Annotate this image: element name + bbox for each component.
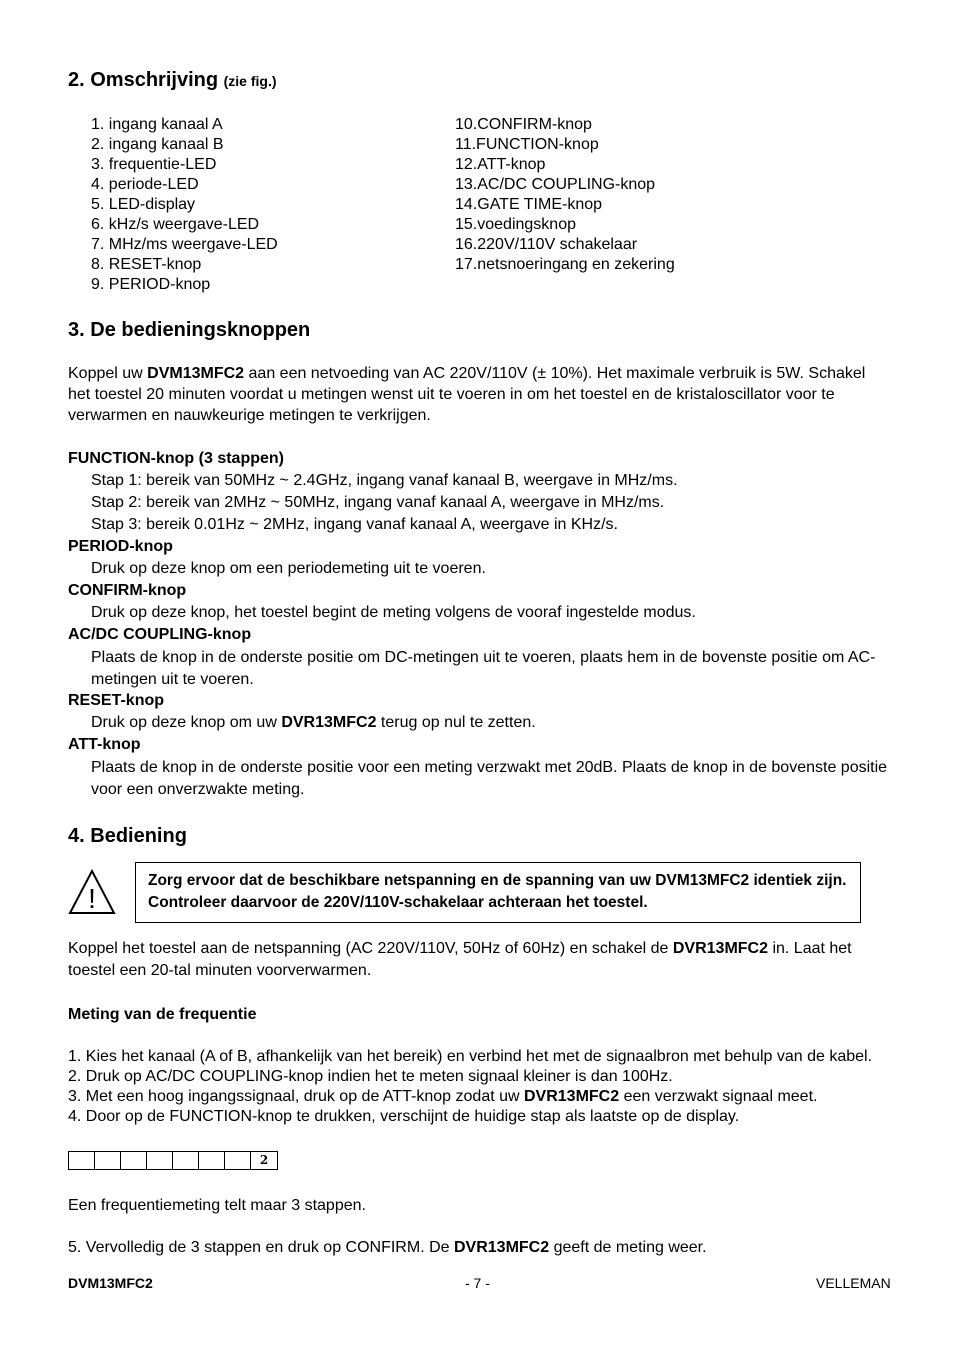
digit-cell bbox=[147, 1152, 173, 1169]
section-number: 4. bbox=[68, 825, 85, 847]
confirm-knop-label: CONFIRM-knop bbox=[68, 582, 187, 599]
operation-text: Koppel het toestel aan de netspanning (AC 220V/110V, 50Hz of 60Hz) en schakel de bbox=[68, 940, 673, 957]
digit-cell bbox=[225, 1152, 251, 1169]
operation-intro bbox=[68, 938, 892, 982]
function-step: Stap 3: bereik 0.01Hz ~ 2MHz, ingang vanaf kanaal A, weergave in KHz/s. bbox=[91, 516, 618, 533]
model-name: DVR13MFC2 bbox=[524, 1088, 620, 1105]
step-text: een verzwakt signaal meet. bbox=[619, 1088, 818, 1105]
footer-page-number: - 7 - bbox=[465, 1275, 490, 1291]
list-item: 14.GATE TIME-knop bbox=[455, 196, 603, 213]
intro-text: Koppel uw bbox=[68, 365, 148, 382]
step-item bbox=[68, 1238, 707, 1258]
model-name: DVR13MFC2 bbox=[281, 714, 377, 731]
att-knop-text: Plaats de knop in de onderste positie voor een meting verzwakt met 20dB. Plaats de knop in de bovenste positie voor een onverzwakte meting. bbox=[91, 759, 888, 798]
period-knop-label: PERIOD-knop bbox=[68, 538, 173, 555]
function-step: Stap 1: bereik van 50MHz ~ 2.4GHz, ingang vanaf kanaal B, weergave in MHz/ms. bbox=[91, 472, 678, 489]
list-item: 12.ATT-knop bbox=[455, 156, 546, 173]
intro-paragraph bbox=[68, 363, 892, 426]
parts-list-left bbox=[91, 115, 278, 295]
list-item: 11.FUNCTION-knop bbox=[455, 136, 599, 153]
intro-text: aan een netvoeding van AC 220V/110V (± 10%). Het maximale verbruik is 5W. Schakel het toestel 20 minuten voordat u metingen wenst uit te voeren in om het toestel en de kristaloscillator voor te verwarmen en nauwkeurige metingen te verkrijgen. bbox=[68, 365, 866, 424]
section-4-heading bbox=[68, 825, 187, 848]
frequency-heading: Meting van de frequentie bbox=[68, 1006, 257, 1023]
att-knop-label: ATT-knop bbox=[68, 736, 141, 753]
section-title: De bedieningsknoppen bbox=[90, 319, 311, 341]
step-text: 5. Vervolledig de 3 stappen en druk op CONFIRM. De bbox=[68, 1239, 454, 1256]
warning-box bbox=[135, 862, 861, 923]
confirm-knop-text: Druk op deze knop, het toestel begint de meting volgens de vooraf ingestelde modus. bbox=[91, 604, 696, 621]
warning-icon bbox=[68, 868, 116, 916]
section-number: 2. bbox=[68, 69, 85, 91]
digit-cell bbox=[173, 1152, 199, 1169]
reset-knop-label: RESET-knop bbox=[68, 692, 165, 709]
operation-text: in. Laat het toestel een 20-tal minuten voorverwarmen. bbox=[68, 940, 852, 979]
list-item: 1. ingang kanaal A bbox=[91, 116, 223, 133]
section-2-heading bbox=[68, 69, 277, 92]
period-knop-text: Druk op deze knop om een periodemeting uit te voeren. bbox=[91, 560, 486, 577]
step-text: geeft de meting weer. bbox=[549, 1239, 707, 1256]
reset-text: terug op nul te zetten. bbox=[376, 714, 536, 731]
reset-knop-text bbox=[91, 713, 536, 733]
reset-text: Druk op deze knop om uw bbox=[91, 714, 282, 731]
list-item: 6. kHz/s weergave-LED bbox=[91, 216, 260, 233]
list-item: 2. ingang kanaal B bbox=[91, 136, 224, 153]
digit-cell bbox=[69, 1152, 95, 1169]
list-item: 5. LED-display bbox=[91, 196, 196, 213]
warning-symbol: ! bbox=[88, 883, 96, 914]
frequency-note: Een frequentiemeting telt maar 3 stappen. bbox=[68, 1197, 366, 1214]
step-item: 2. Druk op AC/DC COUPLING-knop indien het te meten signaal kleiner is dan 100Hz. bbox=[68, 1068, 673, 1085]
section-3-heading bbox=[68, 319, 310, 342]
parts-list-right bbox=[455, 115, 675, 275]
footer-model: DVM13MFC2 bbox=[68, 1275, 153, 1291]
section-note: (zie fig.) bbox=[223, 73, 277, 89]
model-name: DVR13MFC2 bbox=[453, 1239, 550, 1256]
digit-cell: 2 bbox=[259, 1153, 269, 1167]
list-item: 17.netsnoeringang en zekering bbox=[455, 256, 675, 273]
list-item: 4. periode-LED bbox=[91, 176, 199, 193]
model-name: DVM13MFC2 bbox=[147, 365, 245, 382]
list-item: 16.220V/110V schakelaar bbox=[455, 236, 638, 253]
function-knop-label: FUNCTION-knop (3 stappen) bbox=[68, 450, 284, 467]
display-digits bbox=[68, 1151, 278, 1170]
step-text: 3. Met een hoog ingangssignaal, druk op de ATT-knop zodat uw bbox=[68, 1088, 524, 1105]
warning-text: Zorg ervoor dat de beschikbare netspanning en de spanning van uw DVM13MFC2 identiek zijn. Controleer daarvoor de 220V/110V-schakelaar achteraan het toestel. bbox=[148, 872, 847, 911]
digit-cell bbox=[199, 1152, 225, 1169]
section-number: 3. bbox=[68, 319, 85, 341]
step-item bbox=[68, 1087, 817, 1107]
list-item: 8. RESET-knop bbox=[91, 256, 202, 273]
function-step: Stap 2: bereik van 2MHz ~ 50MHz, ingang vanaf kanaal A, weergave in MHz/ms. bbox=[91, 494, 665, 511]
list-item: 7. MHz/ms weergave-LED bbox=[91, 236, 278, 253]
acdc-knop-text: Plaats de knop in de onderste positie om DC-metingen uit te voeren, plaats hem in de bovenste positie om AC-metingen uit te voeren. bbox=[91, 649, 876, 688]
list-item: 10.CONFIRM-knop bbox=[455, 116, 592, 133]
list-item: 13.AC/DC COUPLING-knop bbox=[455, 176, 656, 193]
digit-cell bbox=[95, 1152, 121, 1169]
step-item: 1. Kies het kanaal (A of B, afhankelijk van het bereik) en verbind het met de signaalbron met behulp van de kabel. bbox=[68, 1048, 873, 1065]
digit-cell bbox=[121, 1152, 147, 1169]
list-item: 3. frequentie-LED bbox=[91, 156, 217, 173]
section-title: Bediening bbox=[90, 825, 187, 847]
list-item: 9. PERIOD-knop bbox=[91, 276, 211, 293]
acdc-knop-label: AC/DC COUPLING-knop bbox=[68, 626, 252, 643]
step-item: 4. Door op de FUNCTION-knop te drukken, verschijnt de huidige stap als laatste op de display. bbox=[68, 1108, 740, 1125]
section-title: Omschrijving bbox=[90, 69, 219, 91]
list-item: 15.voedingsknop bbox=[455, 216, 576, 233]
footer-brand: VELLEMAN bbox=[816, 1275, 891, 1291]
model-name: DVR13MFC2 bbox=[672, 940, 768, 957]
